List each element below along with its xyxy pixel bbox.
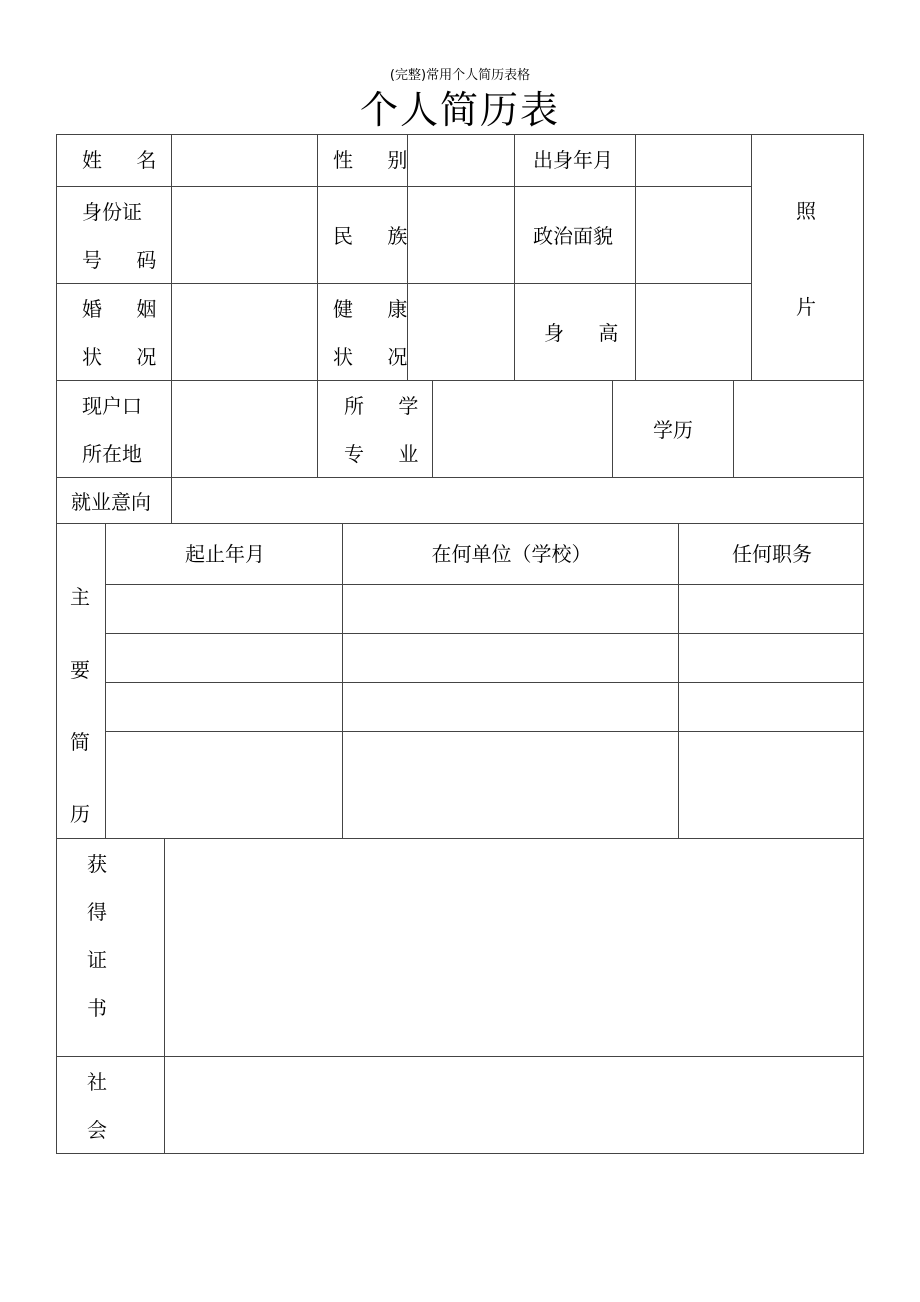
major-label-cell [317,380,433,478]
resume-row-4-period[interactable] [105,731,343,839]
document-header: (完整)常用个人简历表格 [389,68,531,83]
resume-row-3-period[interactable] [105,682,343,732]
height-field[interactable] [635,283,752,381]
marital-label-cell [56,283,172,381]
resume-row-3-position[interactable] [678,682,864,732]
hukou-label-1: 现户口 [82,394,142,418]
certificates-label-3: 证 [87,948,107,972]
social-field[interactable] [164,1056,864,1154]
hukou-field[interactable] [171,380,318,478]
certificates-label-cell [56,838,165,1057]
ethnicity-label: 民 族 [333,224,422,248]
resume-side-label-2: 要 [70,658,90,682]
health-label-2: 状 况 [333,345,422,369]
resume-row-1-organization[interactable] [342,584,679,634]
marital-field[interactable] [171,283,318,381]
certificates-label-2: 得 [87,900,107,924]
resume-row-2-period[interactable] [105,633,343,683]
marital-label-1: 婚 姻 [82,297,171,321]
id-label-2: 号 码 [82,248,171,272]
resume-row-2-organization[interactable] [342,633,679,683]
page-title: 个人简历表 [359,88,560,132]
id-label-1: 身份证 [82,200,142,224]
gender-label: 性 别 [333,148,422,172]
political-label: 政治面貌 [533,224,613,248]
certificates-label-4: 书 [87,996,107,1020]
major-label-1: 所 学 [344,394,433,418]
certificates-label-1: 获 [87,852,107,876]
major-field[interactable] [432,380,613,478]
social-label-cell [56,1056,165,1154]
height-label-cell [514,283,636,381]
education-field[interactable] [733,380,864,478]
hukou-label-cell [56,380,172,478]
resume-row-3-organization[interactable] [342,682,679,732]
education-label: 学历 [653,418,693,442]
resume-row-4-position[interactable] [678,731,864,839]
name-field[interactable] [171,134,318,187]
birth-label: 出身年月 [533,148,613,172]
gender-field[interactable] [407,134,515,187]
political-field[interactable] [635,186,752,284]
resume-side-label-3: 简 [70,730,90,754]
certificates-field[interactable] [164,838,864,1057]
job-intent-label: 就业意向 [71,490,151,514]
resume-side-label-1: 主 [70,585,90,609]
name-label: 姓 名 [82,148,171,172]
social-label-1: 社 [87,1070,107,1094]
ethnicity-field[interactable] [407,186,515,284]
photo-label-1: 照 [796,199,816,223]
resume-side-label-4: 历 [70,802,90,826]
name-label-cell [56,134,172,187]
health-label-1: 健 康 [333,297,422,321]
resume-header-position-label: 任何职务 [732,542,812,566]
birth-field[interactable] [635,134,752,187]
resume-header-organization [342,523,679,585]
political-label-cell [514,186,636,284]
resume-header-period [105,523,343,585]
resume-row-1-position[interactable] [678,584,864,634]
photo-cell[interactable] [751,134,864,381]
resume-row-1-period[interactable] [105,584,343,634]
birth-label-cell [514,134,636,187]
height-label: 身 高 [544,321,633,345]
ethnicity-label-cell [317,186,422,284]
marital-label-2: 状 况 [82,345,171,369]
resume-row-4-organization[interactable] [342,731,679,839]
photo-label-2: 片 [796,295,816,319]
id-label-cell [56,186,172,284]
hukou-label-2: 所在地 [82,442,142,466]
health-label-cell [317,283,422,381]
resume-row-2-position[interactable] [678,633,864,683]
health-field[interactable] [407,283,515,381]
job-intent-label-cell [56,477,172,524]
gender-label-cell [317,134,422,187]
social-label-2: 会 [87,1118,107,1142]
id-number-field[interactable] [171,186,318,284]
resume-header-period-label: 起止年月 [185,542,265,566]
education-label-cell [612,380,734,478]
resume-header-organization-label: 在何单位（学校） [431,542,592,566]
job-intent-field[interactable] [171,477,864,524]
major-label-2: 专 业 [344,442,433,466]
resume-header-position [678,523,864,585]
resume-side-label-cell [56,523,106,839]
